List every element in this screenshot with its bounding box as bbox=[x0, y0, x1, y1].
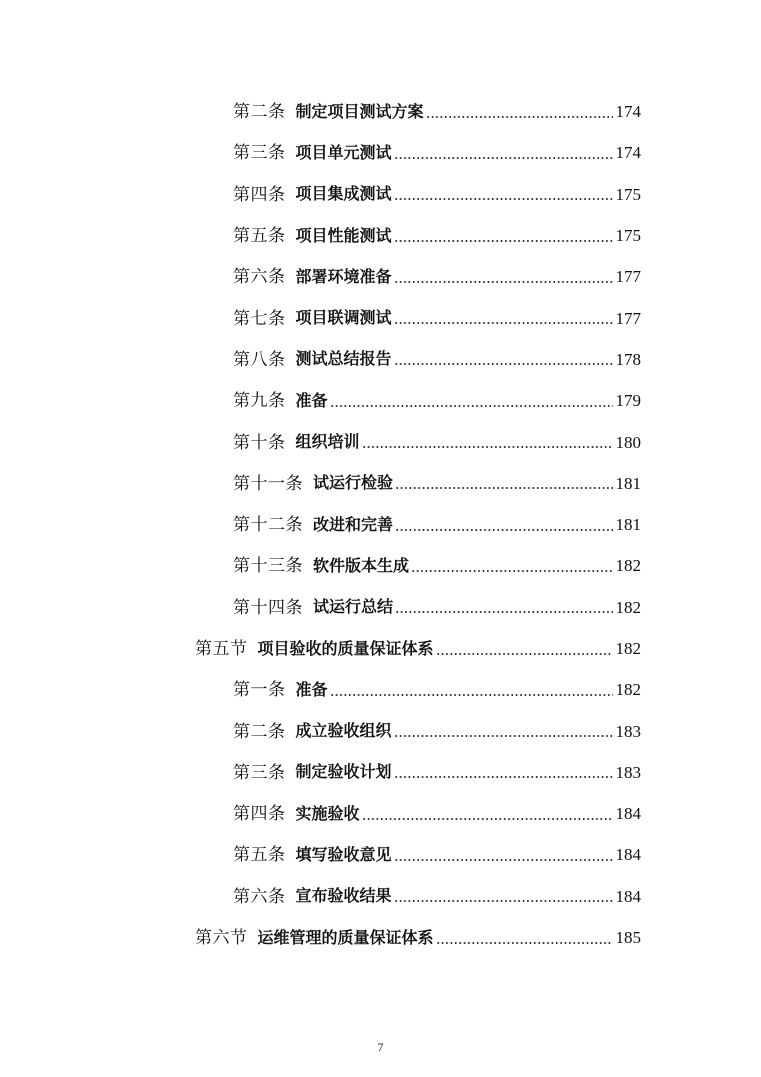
toc-entry-title: 软件版本生成 bbox=[313, 555, 410, 575]
toc-section-entry[interactable] bbox=[0, 917, 761, 958]
dot-leader bbox=[426, 115, 613, 119]
dot-leader bbox=[394, 899, 613, 903]
dot-leader bbox=[395, 528, 612, 532]
toc-entry-title: 运维管理的质量保证体系 bbox=[257, 927, 434, 947]
toc-entry-page: 182 bbox=[615, 639, 641, 658]
dot-leader bbox=[394, 775, 613, 779]
toc-entry-title: 项目联调测试 bbox=[295, 308, 392, 328]
dot-leader bbox=[394, 156, 613, 160]
toc-entry-number: 第七条 bbox=[233, 308, 286, 328]
toc-entry-title: 项目性能测试 bbox=[295, 225, 392, 245]
toc-entry-title: 试运行检验 bbox=[313, 473, 394, 493]
toc-entry-page: 178 bbox=[615, 349, 641, 369]
toc-entry-title: 试运行总结 bbox=[313, 597, 394, 617]
toc-entry-page: 182 bbox=[615, 680, 641, 700]
toc-entry-number: 第十四条 bbox=[233, 597, 303, 617]
toc-entry-page: 185 bbox=[615, 928, 641, 948]
toc-entry[interactable] bbox=[0, 587, 761, 628]
toc-entry[interactable] bbox=[0, 545, 761, 586]
dot-leader bbox=[330, 404, 613, 408]
toc-entry[interactable] bbox=[0, 504, 761, 545]
toc-entry-page: 174 bbox=[615, 102, 641, 122]
toc-entry-number: 第十三条 bbox=[233, 556, 303, 576]
toc-entry-title: 制定项目测试方案 bbox=[295, 101, 424, 121]
toc-entry[interactable] bbox=[0, 710, 761, 751]
dot-leader bbox=[395, 486, 612, 490]
dot-leader bbox=[436, 652, 613, 656]
toc-entry-title: 部署环境准备 bbox=[295, 266, 392, 286]
toc-entry[interactable] bbox=[0, 752, 761, 793]
table-of-contents bbox=[0, 91, 761, 958]
toc-entry[interactable] bbox=[0, 421, 761, 462]
toc-entry-number: 第五节 bbox=[195, 639, 248, 658]
toc-entry-page: 181 bbox=[615, 515, 641, 535]
toc-entry-title: 填写验收意见 bbox=[295, 844, 392, 864]
toc-entry-number: 第五条 bbox=[233, 226, 286, 246]
toc-entry-number: 第三条 bbox=[233, 143, 286, 163]
toc-entry-page: 175 bbox=[615, 226, 641, 246]
toc-entry[interactable] bbox=[0, 174, 761, 215]
dot-leader bbox=[362, 445, 613, 449]
toc-entry[interactable] bbox=[0, 132, 761, 173]
toc-entry-number: 第十一条 bbox=[233, 473, 303, 493]
dot-leader bbox=[394, 197, 613, 201]
toc-entry-number: 第四条 bbox=[233, 804, 286, 824]
toc-entry[interactable] bbox=[0, 669, 761, 710]
toc-entry-page: 174 bbox=[615, 143, 641, 163]
dot-leader bbox=[394, 858, 613, 862]
toc-entry-number: 第六节 bbox=[195, 928, 248, 948]
toc-entry-title: 项目单元测试 bbox=[295, 142, 392, 162]
toc-entry-page: 177 bbox=[615, 308, 641, 328]
toc-entry-title: 项目验收的质量保证体系 bbox=[257, 638, 434, 658]
toc-entry[interactable] bbox=[0, 463, 761, 504]
toc-entry-title: 改进和完善 bbox=[313, 514, 394, 534]
toc-entry[interactable] bbox=[0, 834, 761, 875]
toc-entry-number: 第十二条 bbox=[233, 515, 303, 535]
toc-entry-page: 182 bbox=[615, 597, 641, 617]
toc-entry-title: 准备 bbox=[295, 390, 328, 410]
dot-leader bbox=[411, 569, 612, 573]
toc-entry-number: 第六条 bbox=[233, 267, 286, 287]
dot-leader bbox=[394, 239, 613, 243]
dot-leader bbox=[436, 941, 613, 945]
toc-entry[interactable] bbox=[0, 256, 761, 297]
toc-entry-number: 第十条 bbox=[233, 432, 286, 452]
toc-entry-page: 179 bbox=[615, 391, 641, 411]
toc-entry-page: 177 bbox=[615, 267, 641, 287]
toc-entry-title: 成立验收组织 bbox=[295, 721, 392, 741]
toc-entry[interactable] bbox=[0, 876, 761, 917]
toc-entry-number: 第五条 bbox=[233, 845, 286, 865]
toc-entry-page: 175 bbox=[615, 184, 641, 204]
toc-entry-page: 183 bbox=[615, 762, 641, 782]
dot-leader bbox=[395, 610, 612, 614]
toc-entry-number: 第二条 bbox=[233, 721, 286, 741]
dot-leader bbox=[394, 362, 613, 366]
toc-entry-page: 184 bbox=[615, 804, 641, 824]
toc-entry-title: 宣布验收结果 bbox=[295, 886, 392, 906]
toc-entry[interactable] bbox=[0, 297, 761, 338]
toc-entry-page: 184 bbox=[615, 845, 641, 865]
toc-entry-title: 实施验收 bbox=[295, 803, 360, 823]
dot-leader bbox=[394, 321, 613, 325]
toc-entry[interactable] bbox=[0, 91, 761, 132]
toc-entry-title: 组织培训 bbox=[295, 432, 360, 452]
dot-leader bbox=[394, 734, 613, 738]
toc-entry-title: 测试总结报告 bbox=[295, 349, 392, 369]
toc-entry-number: 第八条 bbox=[233, 349, 286, 369]
dot-leader bbox=[394, 280, 613, 284]
toc-entry[interactable] bbox=[0, 380, 761, 421]
toc-entry-number: 第六条 bbox=[233, 886, 286, 906]
toc-entry-number: 第四条 bbox=[233, 184, 286, 204]
toc-entry-number: 第一条 bbox=[233, 680, 286, 700]
toc-entry-page: 181 bbox=[615, 473, 641, 493]
toc-entry[interactable] bbox=[0, 339, 761, 380]
toc-entry-number: 第九条 bbox=[233, 391, 286, 411]
page-number: 7 bbox=[377, 1040, 384, 1054]
toc-entry[interactable] bbox=[0, 215, 761, 256]
toc-entry-title: 制定验收计划 bbox=[295, 762, 392, 782]
toc-section-entry[interactable] bbox=[0, 628, 761, 669]
toc-entry-number: 第三条 bbox=[233, 762, 286, 782]
toc-entry-page: 184 bbox=[615, 886, 641, 906]
toc-entry-number: 第二条 bbox=[233, 102, 286, 122]
toc-entry-page: 182 bbox=[615, 556, 641, 576]
toc-entry-page: 180 bbox=[615, 432, 641, 452]
toc-entry-title: 准备 bbox=[295, 679, 328, 699]
toc-entry-title: 项目集成测试 bbox=[295, 184, 392, 204]
dot-leader bbox=[330, 693, 613, 697]
toc-entry[interactable] bbox=[0, 793, 761, 834]
toc-entry-page: 183 bbox=[615, 721, 641, 741]
dot-leader bbox=[362, 817, 613, 821]
